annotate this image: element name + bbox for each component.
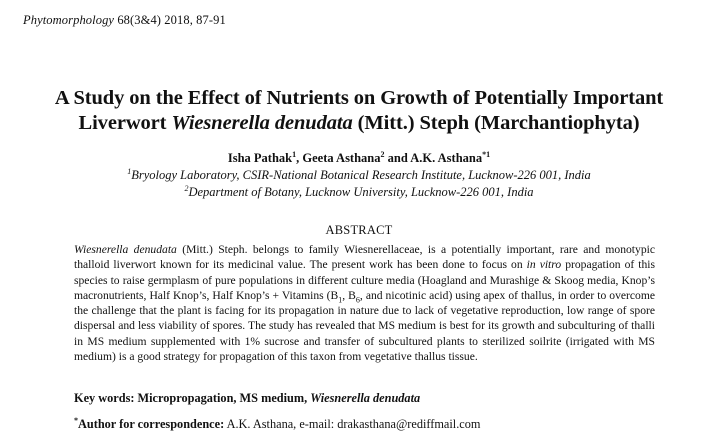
affiliation-2 bbox=[0, 185, 718, 200]
journal-citation bbox=[23, 13, 226, 28]
abstract-part-2: propagation of this species to raise germplasm of pure populations in different culture media (Hoagland and Murashige & Skoog media, Knop’s macronutrients, Half Knop’s, Half Knop’s + Vitamins (B bbox=[74, 258, 656, 302]
keywords-list: Micropropagation, MS medium, bbox=[137, 391, 311, 405]
abstract-species: Wiesnerella denudata bbox=[74, 243, 177, 256]
affiliation-2-text: Department of Botany, Lucknow University, Lucknow-226 001, India bbox=[188, 185, 534, 199]
title-species: Wiesnerella denudata bbox=[171, 112, 353, 134]
title-line-1: A Study on the Effect of Nutrients on Growth of Potentially Important bbox=[54, 87, 664, 109]
journal-name: Phytomorphology bbox=[23, 13, 115, 27]
abstract-part-1: (Mitt.) Steph. belongs to family Wiesnerellaceae, is a potentially important, rare and monotypic thalloid liverwort known for its medicinal value. The present work has been done to focus on bbox=[74, 243, 655, 272]
vitamin-b6-subscript: 6 bbox=[355, 295, 360, 305]
correspondence-star: * bbox=[74, 415, 78, 425]
affiliation-2-number: 2 bbox=[184, 183, 189, 193]
affiliation-1 bbox=[0, 168, 718, 183]
affiliation-1-text: Bryology Laboratory, CSIR-National Botanical Research Institute, Lucknow-226 001, India bbox=[131, 168, 591, 182]
paper-title bbox=[0, 86, 718, 136]
correspondence-text: A.K. Asthana, e-mail: drakasthana@rediffmail.com bbox=[224, 417, 481, 431]
author-3-affil: *1 bbox=[482, 149, 491, 159]
author-2-affil: 2 bbox=[380, 149, 385, 159]
author-conjunction: and bbox=[387, 151, 408, 165]
vitamin-b1-subscript: 1 bbox=[338, 295, 343, 305]
author-1-affil: 1 bbox=[292, 149, 297, 159]
title-line-2 bbox=[0, 111, 718, 136]
abstract-in-vitro: in vitro bbox=[526, 258, 562, 272]
keywords bbox=[74, 391, 420, 406]
abstract-heading: ABSTRACT bbox=[325, 223, 393, 237]
author-2-name: Geeta Asthana bbox=[302, 151, 381, 165]
author-3-name: A.K. Asthana bbox=[410, 151, 483, 165]
abstract-part-3: , B bbox=[342, 288, 356, 302]
abstract-part-4: , and nicotinic acid) using apex of thallus, in order to overcome the challenge that the plant is facing for its propagation in nature due to lack of vegetative reproduction, low range of spore dispersal and less viability of spores. The study has revealed that MS medium is best for its growth and subculturing of thalli in MS medium supplemented with 1% sucrose and transfer of subcultured plants to sterilized soilrite (irrigated with MS medium) is a good strategy for propagation of this taxon from vegetative thallus tissue. bbox=[74, 288, 655, 364]
keywords-label: Key words: bbox=[74, 391, 138, 405]
abstract-body bbox=[74, 242, 655, 364]
author-list: Isha Pathak$^1$, Geeta Asthana$^2$ and A.K. Asthana$^{*1}$ bbox=[227, 149, 491, 165]
correspondence-note bbox=[74, 417, 480, 432]
affiliation-1-number: 1 bbox=[127, 166, 132, 176]
journal-year-pages: 2018, 87-91 bbox=[164, 13, 226, 27]
title-suffix: (Mitt.) Steph (Marchantiophyta) bbox=[357, 112, 640, 134]
title-prefix: Liverwort bbox=[78, 112, 167, 134]
correspondence-label: Author for correspondence: bbox=[78, 417, 225, 431]
author-1-name: Isha Pathak bbox=[227, 151, 293, 165]
journal-volume-issue: 68(3&4) bbox=[117, 13, 162, 27]
keywords-species: Wiesnerella denudata bbox=[310, 391, 421, 405]
